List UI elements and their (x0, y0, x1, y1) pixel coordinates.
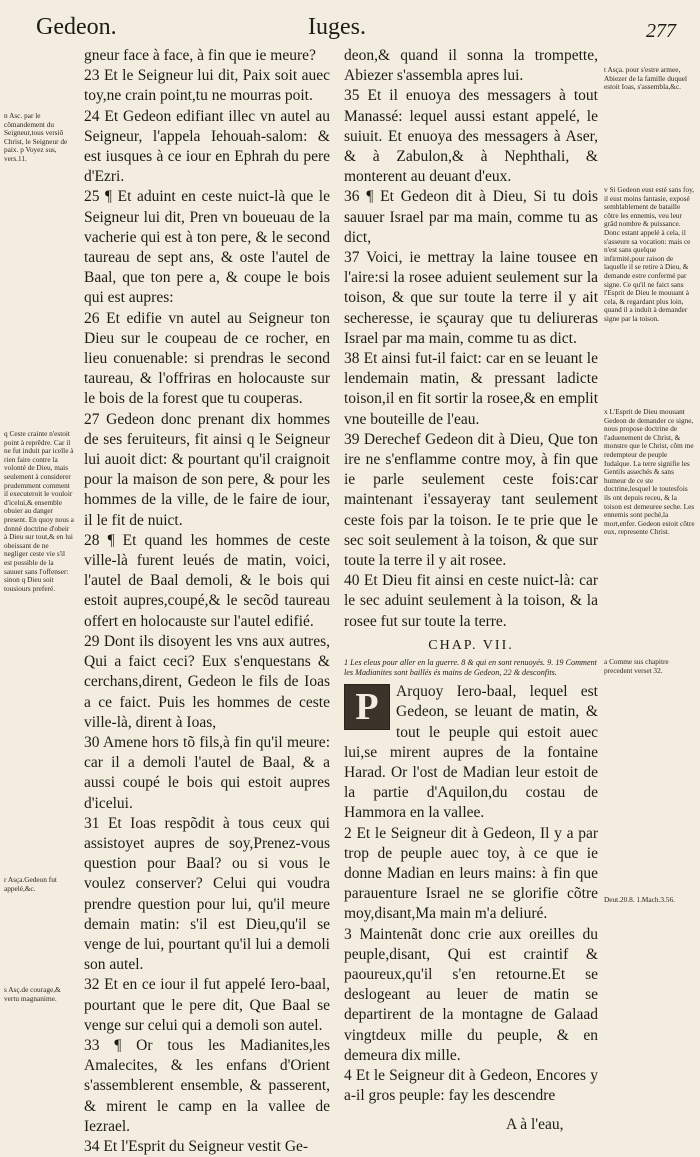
verse: 36 ¶ Et Gedeon dit à Dieu, Si tu dois sauuer Israel par ma main, comme tu as dict, (344, 188, 598, 246)
chapter-summary: 1 Les eleus pour aller en la guerre. 8 & qui en sont renuoyés. 9. 19 Comment les Madianites sont baillés és mains de Gedeon, 22 & desconfits. (344, 658, 597, 678)
running-header (36, 14, 676, 48)
drop-cap: P (344, 684, 390, 730)
margin-note: q Ceste crainte n'estoit point à reprẽdre. Car il ne fut induit par icelle à rien faire contre la volonté de Dieu, mais seulement à considerer prudemment comment il executeroit le vouloir d'icelui,& ensemble obuier au danger present. En quoy nous a donné doctrine d'obeir à Dieu sur tout,& en lui obeissant de ne negliger ceste vie s'il est possible de la sauuer sans l'offenser: sinon q Dieu soit tousiours preferé. (4, 429, 74, 593)
verse: 34 Et l'Esprit du Seigneur vestit Ge- (84, 1137, 309, 1155)
header-center: Iuges. (308, 14, 366, 40)
verse: 33 ¶ Or tous les Madianites,les Amalecites, & les enfans d'Orient s'assemblerent ensemble, & passerent, & mirent le camp en la vallee de Iezrael. (84, 1036, 330, 1135)
verse: 39 Derechef Gedeon dit à Dieu, Que ton ire ne s'enflamme contre moy, à fin que ie parle seulement ceste fois:car maintenant i'essayeray tant seulement ceste fois par la toison. Ie te prie que le sec soit seulement à la toison, & que sur toute la terre il y ait rosee. (344, 430, 598, 570)
verse: 26 Et edifie vn autel au Seigneur ton Dieu sur le coupeau de ce rocher, en lieu conuenable: si prendras le second taureau, & l'offriras en holocauste sur le bois de la forest que tu couperas. (84, 309, 330, 408)
verse: 30 Amene hors tõ fils,à fin qu'il meure: car il a demoli l'autel de Baal, & a aussi coupé le bois qui estoit aupres d'icelui. (84, 733, 330, 812)
verse: 4 Et le Seigneur dit à Gedeon, Encores y a-il gros peuple: fay les descendre (344, 1066, 598, 1105)
verse: 32 Et en ce iour il fut appelé Iero-baal, pourtant que le pere dit, Que Baal se venge sur celui qui a demoli son autel. (84, 976, 330, 1034)
margin-note: Deut.20.8. 1.Mach.3.56. (604, 895, 675, 904)
verse: 37 Voici, ie mettray la laine tousee en l'aire:si la rosee aduient seulement sur la toison, & que sur toute la terre il y ait secheresse, ie sçauray que tu deliureras Israel par ma main, comme tu as dict. (344, 249, 598, 347)
verse: 24 Et Gedeon edifiant illec vn autel au Seigneur, l'appela Iehouah-salom: & est iusques à ce iour en Ephrah du pere d'Ezri. (84, 107, 330, 186)
verse: 25 ¶ Et aduint en ceste nuict-là que le Seigneur lui dit, Pren vn boueuau de la vacherie qui est à ton pere, & le second taureau de sept ans, & oste l'autel de Baal, que ton pere a, & coupe le bois qui est aupres: (84, 188, 330, 307)
verse: 29 Dont ils disoyent les vns aux autres, Qui a faict ceci? Eux s'enquestans & cerchans,dirent, Gedeon le fils de Ioas a ce faict. Puis les hommes de ceste ville-là, dirent à Ioas, (84, 632, 330, 731)
verse: 40 Et Dieu fit ainsi en ceste nuict-là: car le sec aduint seulement à la toison, & la rosee fut sur toute la terre. (344, 572, 598, 630)
verse: 38 Et ainsi fut-il faict: car en se leuant le lendemain matin, & pressant ladicte toison,il en fit sortir la rosee,& en emplit vne bouteille de l'eau. (344, 350, 598, 428)
verse: 2 Et le Seigneur dit à Gedeon, Il y a par trop de peuple auec toy, à ce que ie donne Madian en leurs mains: à fin que parauenture Israel ne se glorifie cõtre moy,disant,Ma main m'a deliuré. (344, 824, 598, 923)
margin-note: t Asça. pour s'estre armee, Abiezer de la famille duquel estoit Ioas, s'assembla,&c. (604, 65, 688, 92)
page-number: 277 (646, 20, 676, 42)
verse: 31 Et Ioas respõdit à tous ceux qui assistoyet aupres de soy,Prenez-vous question pour Baal? ou si vous le voulez conserver? Celui qui voudra prendre question pour lui, qu'il meure demain matin: s'il est Dieu,qu'il se venge de lui, pourtant qu'il lui a demoli son autel. (84, 814, 330, 974)
verse: gneur face à face, à fin que ie meure? (84, 47, 316, 64)
margin-note: x L'Esprit de Dieu mouuant Gedeon de demander ce signe, nous propose doctrine de l'aduenement de Christ, & monstre que le Christ, cõm me redempteur de peuple Iudaïque. La terre signifie les Gentils assechés & sans humeur de ce ste doctrine,lesquel le toutesfois ils ont depuis receu, & la toison est demeuree seche. Les ennemis sont peché,la mort,enfer. Gedeon estoit cõtre eux, represente Christ. (604, 407, 695, 537)
verse: 28 ¶ Et quand les hommes de ceste ville-là furent leués de matin, voici, l'autel de Baal demoli, & le bois qui estoit aupres,coupé,& le secõd taureau offert en holocauste sur l'autel edifié. (84, 531, 330, 630)
margin-note: v Si Gedeon eust esté sans foy, il eust moins fantasie, exposé semblablement de bataille cõtre les ennemis, veu leur grãd nombre & puissance. Donc estant appelé à cela, il s'asseure sa vocation: mais ce n'est sans quelque infirmité,pour raison de laquelle il se retire à Dieu, & demande estre confermé par signe. Ce qu'il ne faict sans l'Esprit de Dieu le mouuant à cela, & regardant plus loin, quand il a induit à demander signe par la toison. (604, 185, 695, 323)
right-column (344, 46, 598, 1106)
margin-note: r Asça.Gedeon fut appelé,&c. (4, 875, 57, 893)
verse: 23 Et le Seigneur lui dit, Paix soit auec toy,ne crain point,tu ne mourras poit. (84, 67, 330, 105)
verse: 3 Maintenãt donc crie aux oreilles du peuple,disant, Qui est craintif & paoureux,qu'il s'en retourne.Et se deslogeant au leuer de matin se departirent de la montagne de Galaad vingtdeux mille du peuple, & en demeura dix mille. (344, 925, 598, 1064)
left-column (84, 46, 330, 1157)
verse: Arquoy Iero-baal, lequel est Gedeon, se leuant de matin, & tout le peuple qui estoit auec lui,se mirent aupres de la fontaine Harad. Or l'ost de Madian leur estoit de la partie d'Aquilon,du costau de Hammora en la vallee. (344, 683, 598, 822)
margin-note: s Asç.de courage,& vertu magnanime. (4, 985, 61, 1003)
verse: 27 Gedeon donc prenant dix hommes de ses feruiteurs, fit ainsi q le Seigneur lui auoit dict: & pourtant qu'il craignoit pour la maison de son pere, & pour les hommes de la ville, de le faire de iour, il le fit de nuict. (84, 410, 330, 529)
margin-note: n Asc. par le cõmandement du Seigneur,tous versiõ Christ, le Seigneur de paix. p Voyez sus, vers.11. (4, 111, 68, 163)
verse: deon,& quand il sonna la trompette, Abiezer s'assembla apres lui. (344, 47, 598, 85)
catchword: A à l'eau, (506, 1116, 564, 1133)
header-left: Gedeon. (36, 14, 117, 40)
margin-note: a Comme sus chapitre precedent verset 32. (604, 657, 669, 675)
chapter-heading: CHAP. VII. (428, 637, 514, 653)
chapter-opening (344, 682, 598, 823)
verse: 35 Et il enuoya des messagers à tout Manassé: lequel aussi estant appelé, le suiuit. Et enuoya des messagers à Aser, & à Zabulon,& à Nephthali, & monterent au deuant d'eux. (344, 87, 598, 186)
